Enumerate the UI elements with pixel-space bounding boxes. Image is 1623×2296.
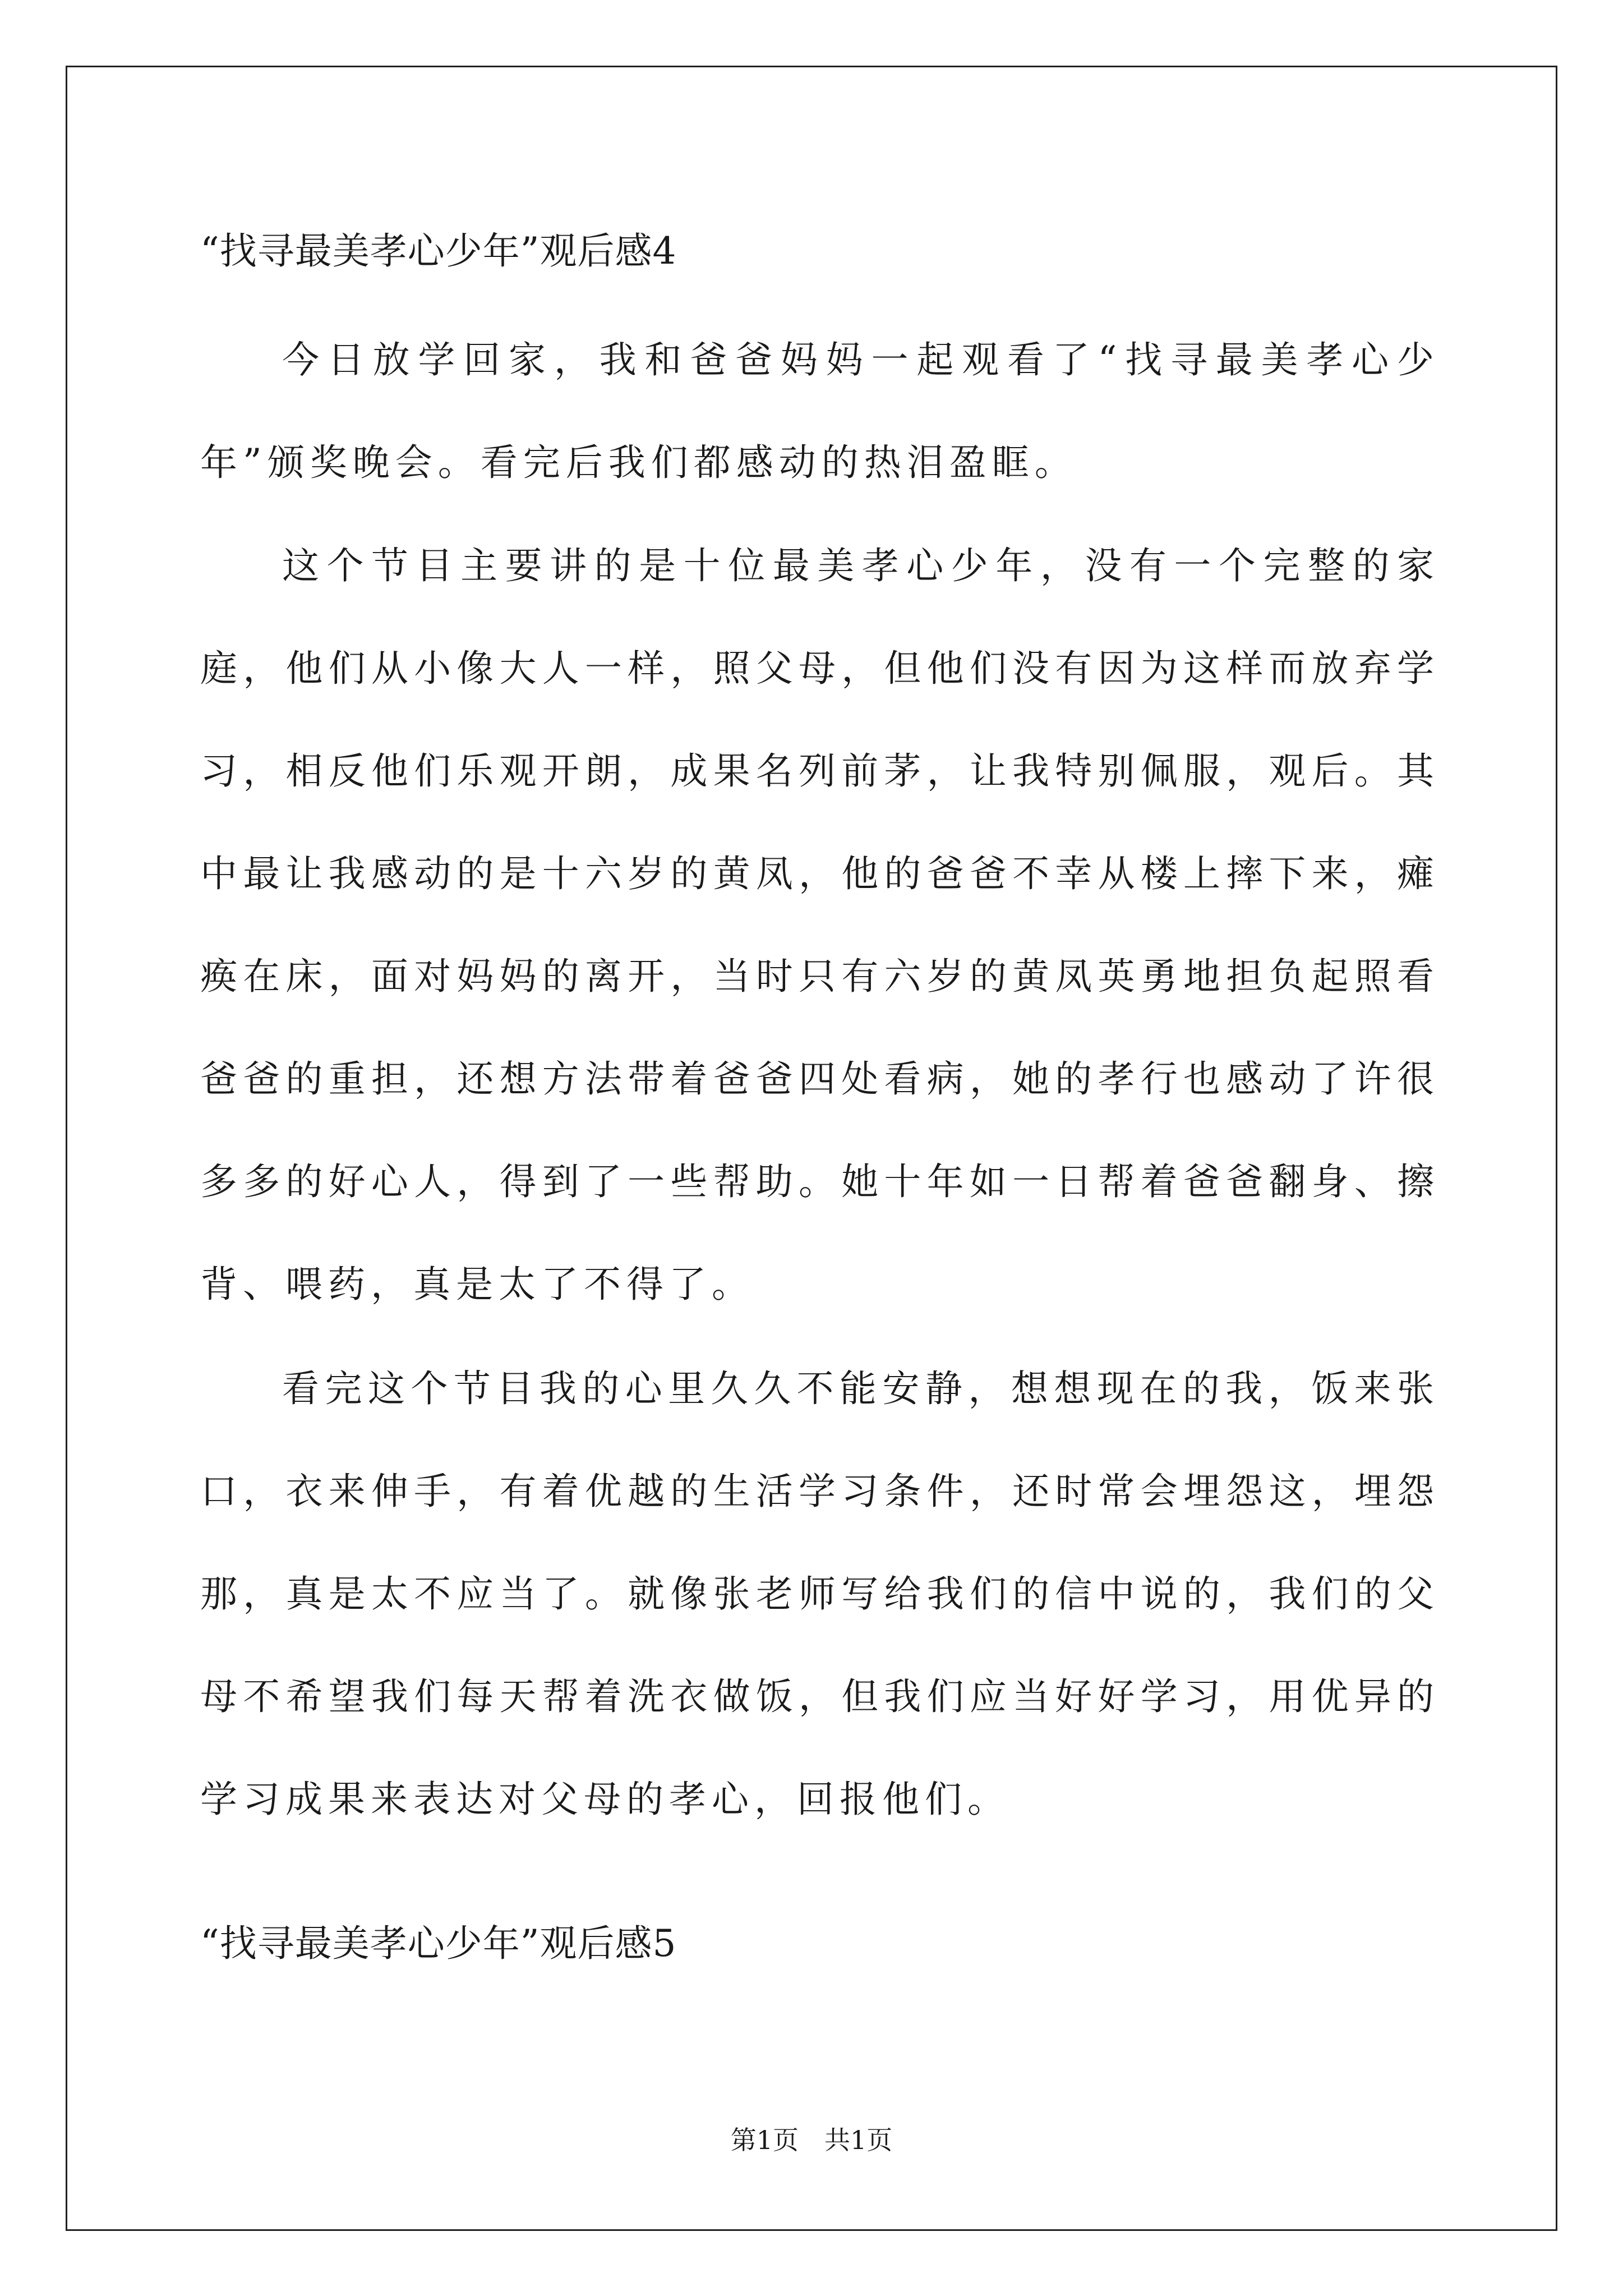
section-heading: “找寻最美孝心少年”观后感5 xyxy=(200,1922,677,1965)
section-heading: “找寻最美孝心少年”观后感4 xyxy=(200,229,677,273)
page-footer: 第1页 共1页 xyxy=(730,2125,893,2155)
paragraph: 这个节目主要讲的是十位最美孝心少年，没有一个完整的家庭，他们从小像大人一样，照父母，但他们没有因为这样而放弃学习，相反他们乐观开朗，成果名列前茅，让我特别佩服，观后。其中最让我感动的是十六岁的黄凤，他的爸爸不幸从楼上摔下来，瘫痪在床，面对妈妈的离开，当时只有六岁的黄凤英勇地担负起照看爸爸的重担，还想方法带着爸爸四处看病，她的孝行也感动了许很多多的好心人，得到了一些帮助。她十年如一日帮着爸爸翻身、擦背、喂药，真是太了不得了。 xyxy=(200,544,1440,1306)
paragraph: 看完这个节目我的心里久久不能安静，想想现在的我，饭来张口，衣来伸手，有着优越的生活学习条件，还时常会埋怨这，埋怨那，真是太不应当了。就像张老师写给我们的信中说的，我们的父母不希望我们每天帮着洗衣做饭，但我们应当好好学习，用优异的学习成果来表达对父母的孝心，回报他们。 xyxy=(200,1367,1440,1821)
paragraph: 今日放学回家，我和爸爸妈妈一起观看了“找寻最美孝心少年”颁奖晚会。看完后我们都感动的热泪盈眶。 xyxy=(200,338,1440,484)
